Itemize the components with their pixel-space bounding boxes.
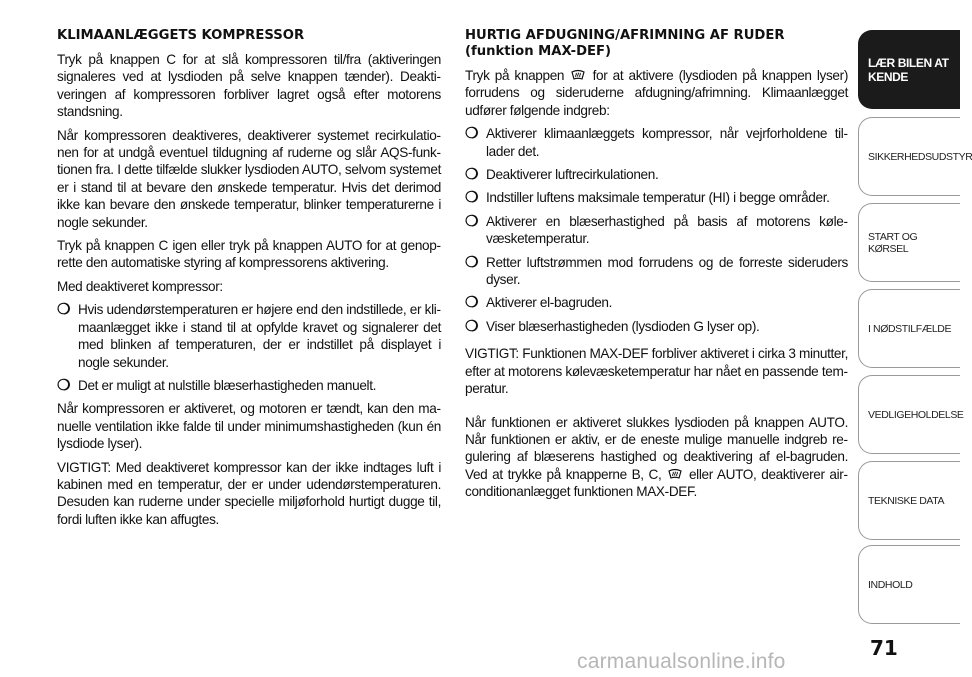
paragraph-text: for at aktivere (lysdioden på knappen lyser) forrudens og sideruderne afdugning/afrimning. Klimaanlægget udfører følgende indgreb: — [465, 68, 848, 118]
list-item — [465, 318, 848, 335]
list-item-text: Aktiverer klimaanlæggets kompressor, når vejrforholdene tillader det. — [486, 126, 848, 159]
bullet-icon: ❍ — [57, 301, 71, 319]
page-number: 71 — [870, 636, 898, 660]
bullet-icon: ❍ — [465, 317, 479, 335]
tab-indhold[interactable] — [858, 545, 960, 624]
bullet-icon: ❍ — [465, 253, 479, 271]
windshield-defrost-icon — [668, 468, 682, 480]
list-item — [465, 213, 848, 248]
paragraph: Når kompressoren er aktiveret, og motoren er tændt, kan den manuelle ventilation ikke falde til under minimumshastigheden (kun én lysdiode lyser). — [57, 401, 441, 452]
paragraph: Når kompressoren deaktiveres, deaktiverer systemet recirkulationen for at undgå eventuel tildugning af ruderne og slår AQS-funktionen fra. I dette tilfælde slukker lysdioden AUTO, selvom systemet er i stand til at bevare den ønskede temperatur. Hvis det derimod ikke kan bevare den ønskede temperatur, blinker temperaturerne i nogle sekunder. — [57, 127, 441, 230]
paragraph: VIGTIGT: Med deaktiveret kompressor kan der ikke indtages luft i kabinen med en temperatur, der er under udendørstemperaturen. Desuden kan ruderne under specielle miljøforhold hurtigt dugge til, fordi luften ikke kan affugtes. — [57, 459, 441, 527]
tab-label: SIKKERHEDSUDSTYR — [868, 150, 972, 163]
bullet-icon: ❍ — [57, 376, 71, 394]
paragraph: Tryk på knappen C for at slå kompressoren til/fra (aktiveringen signaleres ved at lysdioden på selve knappen tænder). Deaktiveringen af kompressoren forbliver lagret også efter motorens standsning. — [57, 52, 441, 120]
tab-vedligeholdelse[interactable] — [858, 375, 964, 454]
list-item — [465, 166, 848, 183]
tab-laer-bilen-at-kende[interactable] — [858, 30, 960, 109]
paragraph-text: Når funktionen er aktiveret slukkes lysdioden på knappen AUTO. Når funktionen er aktiv, er de eneste mulige manuelle indgreb regulering af blæserens hastighed og deaktivering af el-bagruden. Ved at trykke på knapperne B, C, — [465, 414, 848, 482]
tab-start-og-korsel[interactable] — [858, 203, 960, 282]
list-item-text: Viser blæserhastigheden (lysdioden G lyser op). — [486, 318, 760, 334]
section-heading-max-def: HURTIG AFDUGNING/AFRIMNING AF RUDER (funktion MAX-DEF) — [465, 28, 785, 59]
watermark: carmanualsonline.info — [577, 650, 786, 673]
list-item — [465, 125, 848, 160]
tab-label: INDHOLD — [868, 578, 913, 591]
list-item-text: Deaktiverer luftrecirkulationen. — [486, 167, 659, 183]
bullet-icon: ❍ — [465, 212, 479, 230]
tab-i-nodstilfaelde[interactable] — [858, 289, 960, 368]
paragraph — [465, 67, 848, 119]
list-item-text: Aktiverer el-bagruden. — [486, 295, 613, 311]
list-item — [465, 254, 848, 289]
list-item — [465, 294, 848, 311]
tab-tekniske-data[interactable] — [858, 461, 960, 540]
bullet-icon: ❍ — [465, 125, 479, 143]
list-item — [57, 301, 441, 371]
windshield-defrost-icon — [571, 69, 585, 81]
tab-label: LÆR BILEN AT KENDE — [868, 55, 949, 84]
bullet-icon: ❍ — [465, 189, 479, 207]
list-item-text: Retter luftstrømmen mod forrudens og de forreste sideruders dyser. — [486, 254, 848, 288]
tab-label: VEDLIGEHOLDELSE — [868, 408, 964, 421]
list-item-text: Hvis udendørstemperaturen er højere end den indstillede, er klimaanlægget ikke i stand til at opfylde kravet og signalerer det med blinken af temperaturen, der er indstillet på displayet i nogle sekunder. — [78, 302, 441, 370]
list-item — [57, 377, 441, 394]
bullet-list — [465, 125, 848, 335]
list-item-text: Det er muligt at nulstille blæserhastigheden manuelt. — [78, 377, 377, 393]
right-column — [465, 28, 848, 507]
tab-label: START OG KØRSEL — [868, 230, 918, 255]
chapter-tabs — [858, 0, 972, 677]
left-column — [57, 28, 441, 534]
bullet-icon: ❍ — [465, 294, 479, 312]
paragraph — [465, 414, 848, 501]
paragraph-text: Tryk på knappen — [465, 68, 565, 83]
tab-label: TEKNISKE DATA — [868, 494, 945, 507]
paragraph: VIGTIGT: Funktionen MAX-DEF forbliver aktiveret i cirka 3 minutter, efter at motorens kølevæsketemperatur har nået en passende temperatur. — [465, 346, 848, 397]
paragraph-text: eller AUTO, deaktiverer airconditionanlægget funktionen MAX-DEF. — [465, 466, 848, 500]
section-heading-compressor: KLIMAANLÆGGETS KOMPRESSOR — [57, 28, 305, 43]
tab-label: I NØDSTILFÆLDE — [868, 322, 952, 335]
paragraph: Tryk på knappen C igen eller tryk på knappen AUTO for at genoprette den automatiske styring af kompressorens aktivering. — [57, 238, 441, 271]
paragraph: Med deaktiveret kompressor: — [57, 278, 223, 294]
list-item-text: Aktiverer en blæserhastighed på basis af motorens kølevæsketemperatur. — [486, 213, 848, 247]
list-item-text: Indstiller luftens maksimale temperatur (HI) i begge områder. — [486, 190, 830, 206]
tab-sikkerhedsudstyr[interactable] — [858, 117, 972, 196]
bullet-icon: ❍ — [465, 166, 479, 184]
list-item — [465, 189, 848, 206]
